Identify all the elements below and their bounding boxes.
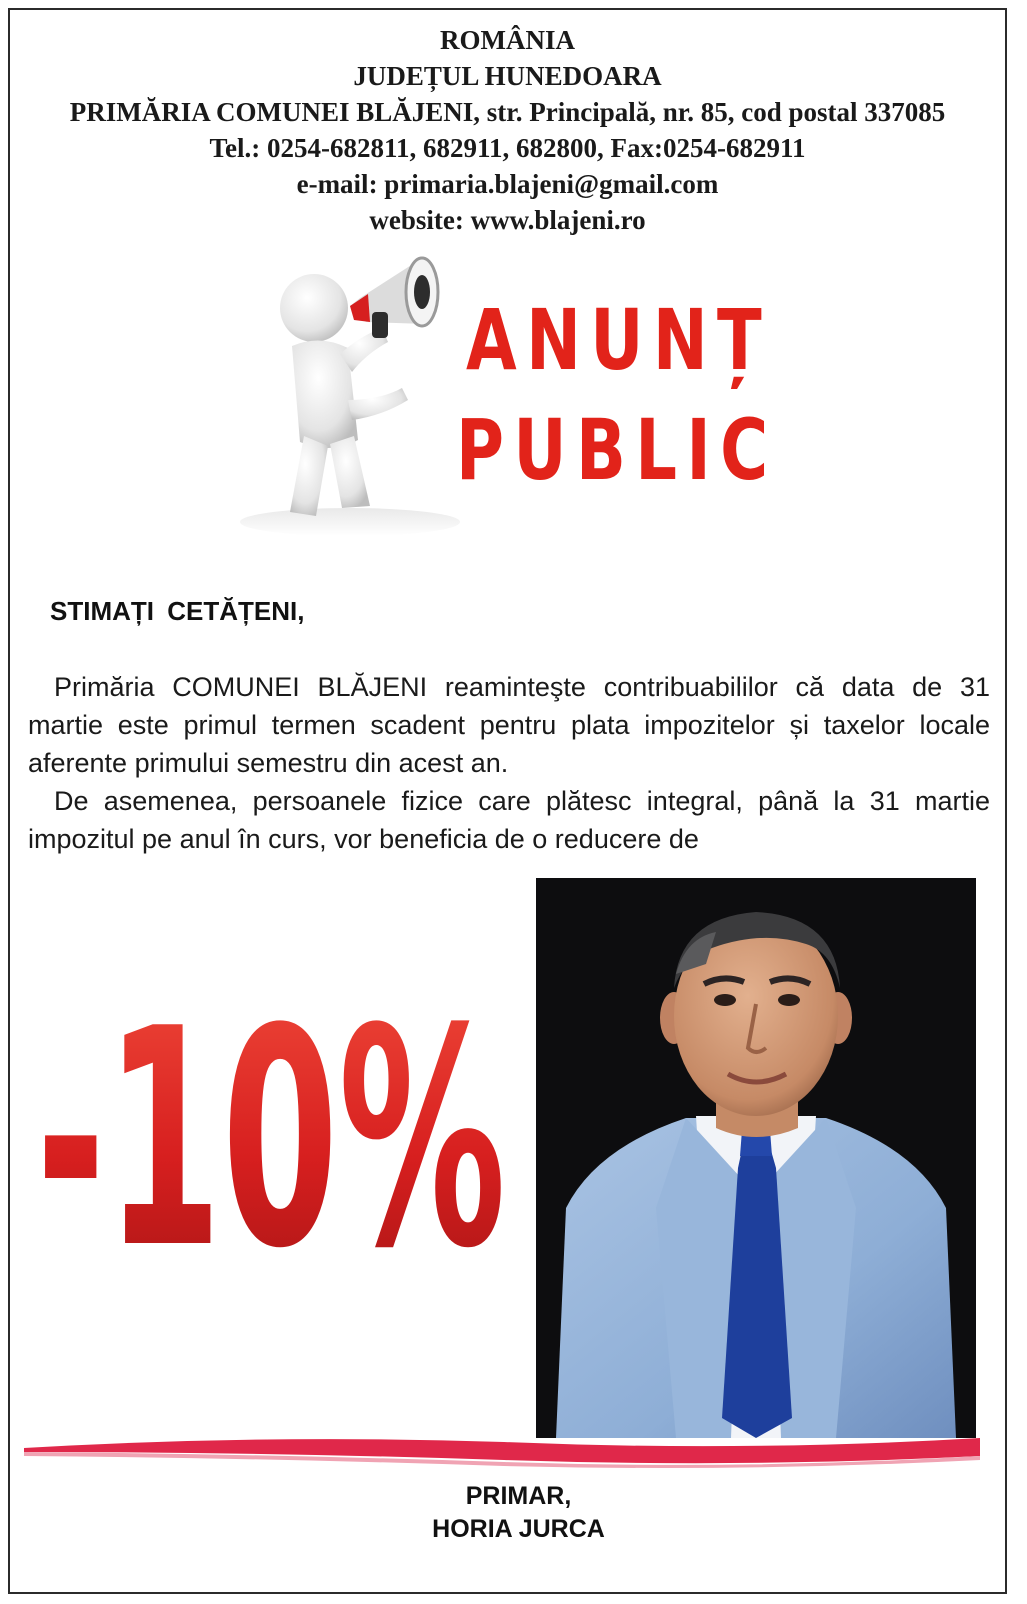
public-announcement-banner (230, 250, 778, 550)
discount-value: -10% (36, 965, 507, 1314)
announcement-body (28, 668, 990, 858)
header-county: JUDEȚUL HUNEDOARA (353, 61, 662, 91)
paragraph-discount-notice: De asemenea, persoanele fizice care plătesc integral, până la 31 martie impozitul pe anul în curs, vor beneficia de o reducere de (28, 786, 990, 854)
signature-block (10, 1480, 1027, 1546)
header-institution: PRIMĂRIA COMUNEI BLĂJENI, str. Principală, nr. 85, cod postal 337085 (69, 97, 946, 127)
header-email: e-mail: primaria.blajeni@gmail.com (296, 169, 719, 199)
discount-badge (36, 965, 526, 1314)
greeting-heading: STIMAȚI CETĂȚENI, (50, 596, 305, 626)
mayor-photo (536, 878, 976, 1438)
header-website: website: www.blajeni.ro (369, 205, 646, 235)
signature-role: PRIMAR, (465, 1482, 572, 1510)
mayor-portrait (536, 878, 976, 1438)
banner-title-line1: ANUNȚ (466, 291, 772, 389)
decorative-wave-divider (24, 1430, 984, 1470)
signature-name: HORIA JURCA (432, 1515, 605, 1543)
letterhead (10, 22, 1005, 238)
header-phones: Tel.: 0254-682811, 682911, 682800, Fax:0254-682911 (209, 133, 806, 163)
announcement-frame (8, 8, 1007, 1594)
banner-title-line2: PUBLIC (456, 401, 778, 499)
discount-graphic (36, 965, 526, 1314)
header-country: ROMÂNIA (440, 25, 575, 55)
paragraph-payment-deadline: Primăria COMUNEI BLĂJENI reaminteşte contribuabililor că data de 31 martie este primul termen scadent pentru plata impozitelor și taxelor locale aferente primului semestru din acest an. (28, 672, 990, 778)
